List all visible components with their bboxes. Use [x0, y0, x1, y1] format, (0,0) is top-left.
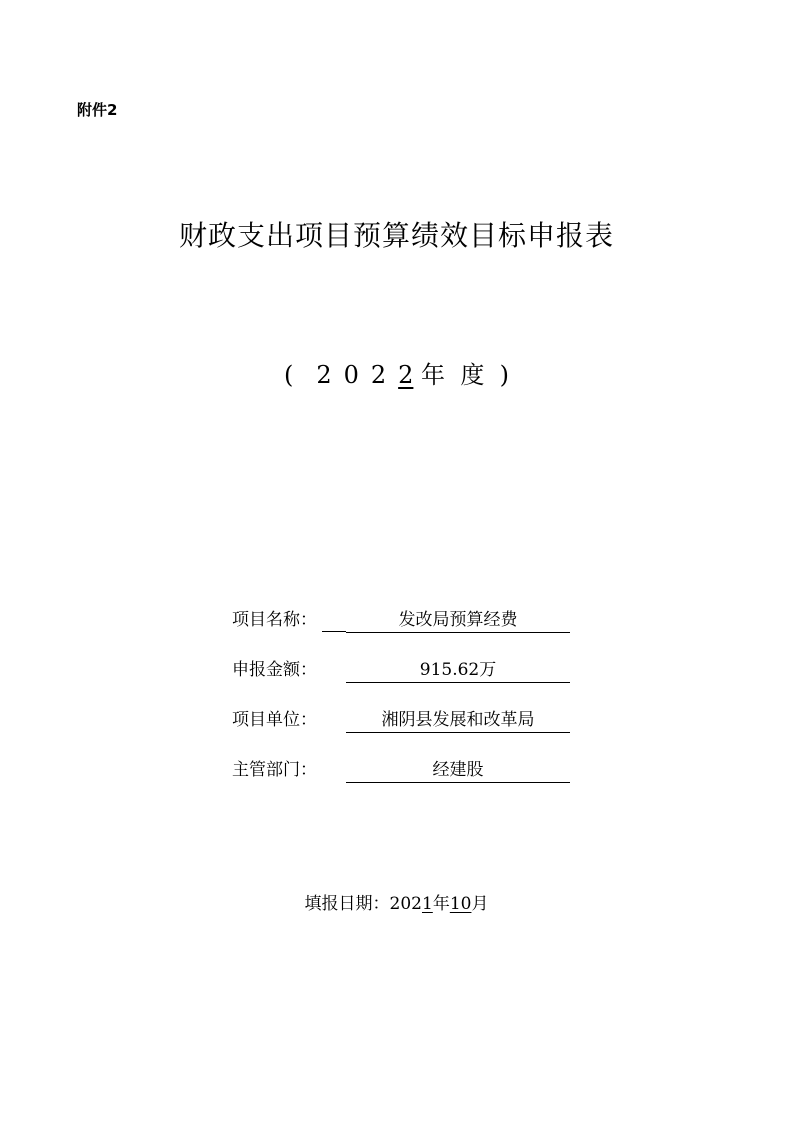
fill-date-month-word: 月	[471, 894, 489, 914]
fill-date-line	[0, 892, 793, 916]
project-name-value: 发改局预算经费	[346, 608, 570, 633]
document-title: 财政支出项目预算绩效目标申报表	[178, 219, 614, 252]
field-row-department	[232, 754, 572, 804]
year-word: 年	[421, 361, 446, 389]
field-row-project-name	[232, 604, 572, 654]
amount-value: 915.62万	[346, 658, 570, 683]
project-name-underline-stub	[322, 631, 346, 632]
field-row-project-unit	[232, 704, 572, 754]
fill-date-month: 10	[449, 894, 472, 914]
fill-date-label: 填报日期：	[304, 894, 390, 914]
field-row-amount	[232, 654, 572, 704]
project-unit-label: 项目单位：	[232, 710, 317, 730]
budget-year-line	[0, 358, 793, 392]
project-unit-value: 湘阴县发展和改革局	[346, 708, 570, 733]
attachment-label: 附件2	[77, 101, 118, 119]
period-word: 度	[460, 361, 485, 389]
fill-date-year-prefix: 202	[389, 894, 422, 914]
department-label: 主管部门：	[232, 760, 317, 780]
department-value: 经建股	[346, 758, 570, 783]
year-open-paren: (	[284, 361, 294, 389]
fill-date-year-last-digit: 1	[421, 894, 433, 914]
fill-date-year-word: 年	[432, 894, 450, 914]
year-close-paren: )	[499, 361, 509, 389]
amount-label: 申报金额：	[232, 660, 317, 680]
year-last-digit: 2	[398, 361, 414, 389]
year-prefix: 202	[316, 361, 399, 389]
project-info-fields	[232, 604, 572, 804]
project-name-label: 项目名称：	[232, 610, 317, 630]
